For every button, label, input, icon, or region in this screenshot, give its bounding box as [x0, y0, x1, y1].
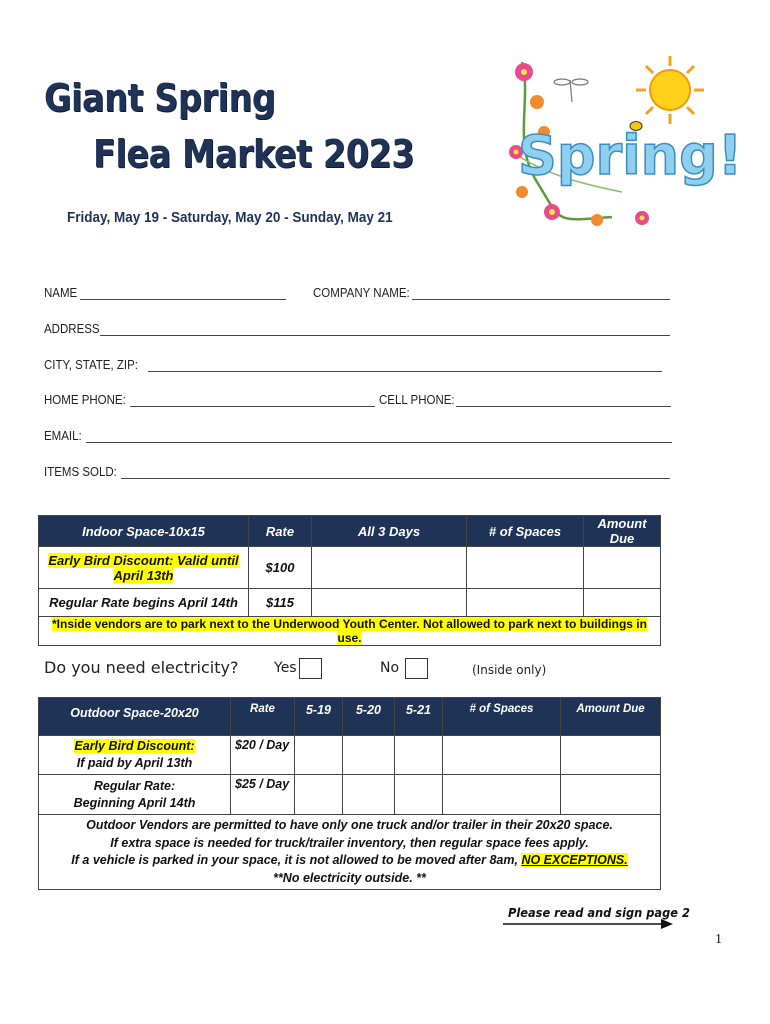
indoor-col-rate: Rate: [249, 516, 312, 547]
indoor-header-row: [39, 516, 661, 547]
outdoor-note-2: If extra space is needed for truck/trailer inventory, then regular space fees apply.: [110, 835, 589, 850]
company-line[interactable]: [412, 299, 670, 300]
electricity-question: Do you need electricity?: [44, 658, 239, 677]
outdoor-regular-519-cell[interactable]: [295, 775, 343, 815]
table-row: [39, 775, 661, 815]
no-exceptions-emphasis: NO EXCEPTIONS.: [521, 853, 628, 867]
outdoor-early-520-cell[interactable]: [343, 736, 395, 775]
outdoor-early-spaces-cell[interactable]: [443, 736, 561, 775]
spring-logo-image: [492, 42, 743, 230]
regular-rate: $115: [249, 589, 312, 617]
outdoor-regular-spaces-cell[interactable]: [443, 775, 561, 815]
regular-rate-label: Regular Rate begins April 14th: [39, 589, 249, 617]
table-row: [39, 547, 661, 589]
dragonfly-icon: [554, 79, 588, 102]
event-dates: Friday, May 19 - Saturday, May 20 - Sunday, May 21: [67, 209, 393, 226]
no-checkbox[interactable]: [405, 658, 428, 679]
outdoor-note-4: **No electricity outside. **: [273, 870, 426, 885]
outdoor-regular-label: Regular Rate:: [93, 778, 176, 793]
items-sold-line[interactable]: [121, 478, 670, 479]
indoor-col-amount: Amount Due: [584, 516, 661, 547]
inside-only-note: (Inside only): [472, 663, 547, 677]
indoor-col-spaces: # of Spaces: [467, 516, 584, 547]
indoor-table: [38, 515, 661, 646]
page-number: 1: [715, 932, 722, 947]
outdoor-col-519: 5-19: [295, 698, 343, 736]
company-label: COMPANY NAME:: [313, 286, 410, 300]
title-line-1: Giant Spring: [44, 76, 276, 120]
name-label: NAME: [44, 286, 78, 300]
indoor-col-space: Indoor Space-10x15: [39, 516, 249, 547]
items-sold-label: ITEMS SOLD:: [44, 465, 117, 479]
early-bird-spaces-cell[interactable]: [467, 547, 584, 589]
home-phone-label: HOME PHONE:: [44, 393, 126, 407]
email-label: EMAIL:: [44, 429, 82, 443]
outdoor-col-520: 5-20: [343, 698, 395, 736]
outdoor-early-bird-sub: If paid by April 13th: [76, 756, 193, 770]
outdoor-early-519-cell[interactable]: [295, 736, 343, 775]
city-line[interactable]: [148, 371, 662, 372]
title-line-2: Flea Market 2023: [93, 132, 415, 176]
outdoor-table: [38, 697, 661, 890]
spring-logo-text: Spring!: [518, 124, 743, 187]
table-row: [39, 589, 661, 617]
table-row: [39, 736, 661, 775]
outdoor-regular-amount-cell[interactable]: [561, 775, 661, 815]
outdoor-note-3: If a vehicle is parked in your space, it is not allowed to be moved after 8am,: [71, 853, 518, 867]
indoor-parking-note: *Inside vendors are to park next to the Underwood Youth Center. Not allowed to park next to buildings in use.: [52, 617, 647, 645]
name-line[interactable]: [80, 299, 286, 300]
outdoor-col-space: Outdoor Space-20x20: [39, 698, 231, 736]
cell-phone-label: CELL PHONE:: [379, 393, 455, 407]
outdoor-regular-520-cell[interactable]: [343, 775, 395, 815]
outdoor-col-amount: Amount Due: [561, 698, 661, 736]
outdoor-regular-521-cell[interactable]: [395, 775, 443, 815]
early-bird-amount-cell[interactable]: [584, 547, 661, 589]
city-label: CITY, STATE, ZIP:: [44, 358, 138, 372]
early-bird-label: Early Bird Discount: Valid until April 13th: [48, 552, 239, 583]
read-sign-note: Please read and sign page 2: [508, 906, 690, 920]
yes-label: Yes: [274, 660, 297, 676]
outdoor-early-521-cell[interactable]: [395, 736, 443, 775]
email-line[interactable]: [86, 442, 672, 443]
home-phone-line[interactable]: [130, 406, 375, 407]
right-arrow-icon: [503, 918, 675, 930]
address-label: ADDRESS: [44, 322, 100, 336]
regular-amount-cell[interactable]: [584, 589, 661, 617]
outdoor-regular-rate: $25 / Day: [231, 775, 295, 815]
outdoor-header-row: [39, 698, 661, 736]
early-bird-days-cell[interactable]: [312, 547, 467, 589]
outdoor-col-rate: Rate: [231, 698, 295, 736]
outdoor-early-rate: $20 / Day: [231, 736, 295, 775]
indoor-col-days: All 3 Days: [312, 516, 467, 547]
outdoor-early-bird-label: Early Bird Discount:: [74, 739, 195, 753]
outdoor-note-1: Outdoor Vendors are permitted to have only one truck and/or trailer in their 20x20 space.: [86, 818, 613, 832]
no-label: No: [380, 660, 400, 676]
sun-icon: [636, 56, 704, 124]
regular-spaces-cell[interactable]: [467, 589, 584, 617]
yes-checkbox[interactable]: [299, 658, 322, 679]
outdoor-rules-note: [39, 815, 661, 890]
early-bird-rate: $100: [249, 547, 312, 589]
outdoor-col-521: 5-21: [395, 698, 443, 736]
regular-days-cell[interactable]: [312, 589, 467, 617]
outdoor-col-spaces: # of Spaces: [443, 698, 561, 736]
address-line[interactable]: [100, 335, 670, 336]
outdoor-regular-sub: Beginning April 14th: [73, 795, 196, 810]
outdoor-early-amount-cell[interactable]: [561, 736, 661, 775]
cell-phone-line[interactable]: [456, 406, 671, 407]
